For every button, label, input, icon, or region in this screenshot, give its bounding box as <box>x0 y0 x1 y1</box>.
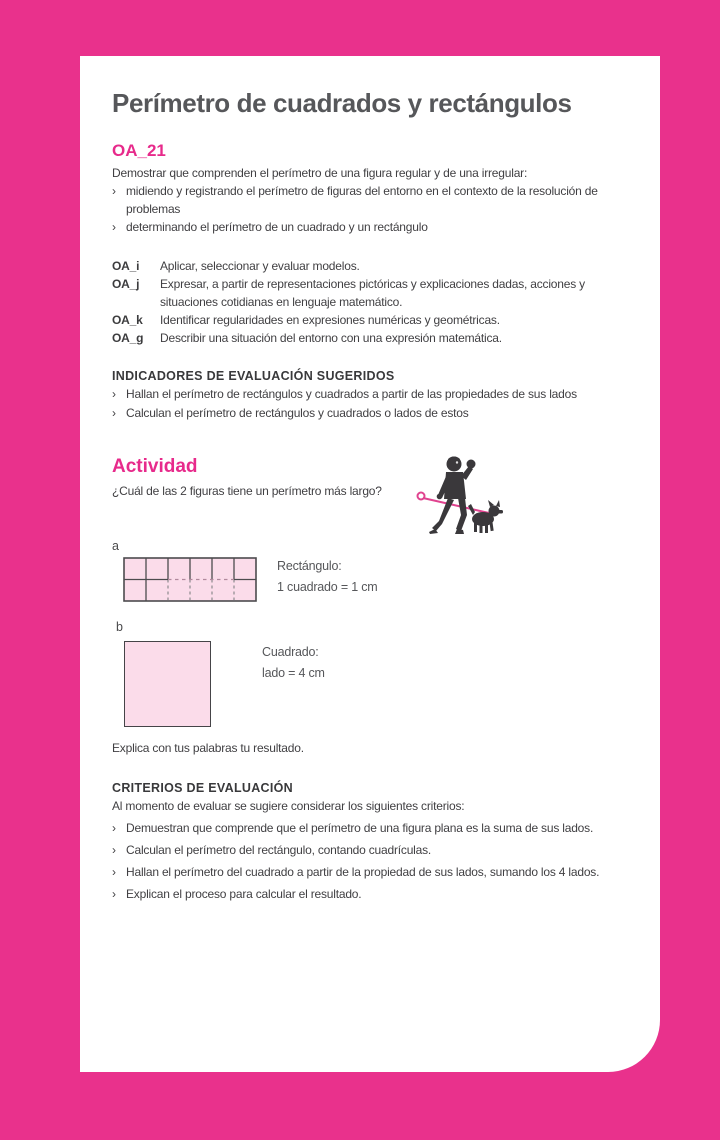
indicadores-heading: INDICADORES DE EVALUACIÓN SUGERIDOS <box>112 369 395 383</box>
oa-skill-row <box>112 311 628 329</box>
oa-skill-row <box>112 257 628 275</box>
leash-line-icon <box>423 498 489 513</box>
oa-code: OA_k <box>112 313 143 327</box>
criterios-bullet <box>112 841 634 859</box>
explica-instruction: Explica con tus palabras tu resultado. <box>112 741 304 755</box>
criterios-bullet <box>112 819 634 837</box>
figure-b-caption-title: Cuadrado: <box>262 645 319 659</box>
person-silhouette-icon <box>429 457 476 535</box>
section-heading-oa21: OA_21 <box>112 141 166 160</box>
bullet-icon: › <box>112 865 116 879</box>
oa-skill-row <box>112 329 628 347</box>
figure-b-caption <box>262 642 325 684</box>
figure-a-caption-detail: 1 cuadrado = 1 cm <box>277 580 378 594</box>
oa21-section <box>112 164 628 236</box>
criterios-section <box>112 779 634 903</box>
oa-description: Identificar regularidades en expresiones numéricas y geométricas. <box>160 313 500 327</box>
person-walking-dog-illustration <box>413 452 507 538</box>
oa21-bullet-text: determinando el perímetro de un cuadrado y un rectángulo <box>126 220 428 234</box>
oa-skill-row <box>112 275 628 311</box>
bullet-icon: › <box>112 184 116 198</box>
oa21-bullet <box>112 218 628 236</box>
indicadores-bullet-text: Calculan el perímetro de rectángulos y cuadrados o lados de estos <box>126 406 469 420</box>
figure-a-caption <box>277 556 377 598</box>
criterios-bullet <box>112 885 634 903</box>
oa-description: Expresar, a partir de representaciones pictóricas y explicaciones dadas, acciones y situaciones cotidianas en lenguaje matemático. <box>160 277 585 309</box>
figure-a-label: a <box>112 539 119 553</box>
bullet-icon: › <box>112 887 116 901</box>
criterios-heading: CRITERIOS DE EVALUACIÓN <box>112 781 293 795</box>
bullet-icon: › <box>112 220 116 234</box>
oa-code: OA_g <box>112 331 144 345</box>
bullet-icon: › <box>112 821 116 835</box>
criterios-intro: Al momento de evaluar se sugiere considerar los siguientes criterios: <box>112 799 465 813</box>
rectangle-grid-figure <box>123 557 257 602</box>
oa-code: OA_i <box>112 259 140 273</box>
indicadores-bullet <box>112 404 632 423</box>
figure-a-caption-title: Rectángulo: <box>277 559 342 573</box>
actividad-question: ¿Cuál de las 2 figuras tiene un perímetro más largo? <box>112 484 382 498</box>
oa-description: Aplicar, seleccionar y evaluar modelos. <box>160 259 360 273</box>
dog-silhouette-icon <box>468 500 503 533</box>
indicadores-bullet-text: Hallan el perímetro de rectángulos y cuadrados a partir de las propiedades de sus lados <box>126 387 577 401</box>
bullet-icon: › <box>112 406 116 420</box>
oa-skill-list <box>112 257 628 347</box>
square-figure <box>124 641 211 727</box>
indicadores-section <box>112 367 632 423</box>
indicadores-bullet <box>112 385 632 404</box>
document-page <box>80 56 660 1072</box>
figure-b-label: b <box>116 620 123 634</box>
oa21-intro: Demostrar que comprenden el perímetro de una figura regular y de una irregular: <box>112 166 528 180</box>
section-heading-actividad: Actividad <box>112 456 198 477</box>
oa-description: Describir una situación del entorno con una expresión matemática. <box>160 331 502 345</box>
criterios-bullet-text: Calculan el perímetro del rectángulo, contando cuadrículas. <box>126 843 432 857</box>
bullet-icon: › <box>112 387 116 401</box>
figure-b-caption-detail: lado = 4 cm <box>262 666 325 680</box>
criterios-bullet-text: Explican el proceso para calcular el resultado. <box>126 887 362 901</box>
criterios-bullet-text: Hallan el perímetro del cuadrado a partir de la propiedad de sus lados, sumando los 4 lados. <box>126 865 600 879</box>
criterios-bullet <box>112 863 634 881</box>
page-title: Perímetro de cuadrados y rectángulos <box>112 88 572 118</box>
criterios-bullet-text: Demuestran que comprende que el perímetro de una figura plana es la suma de sus lados. <box>126 821 594 835</box>
oa21-bullet <box>112 182 628 218</box>
bullet-icon: › <box>112 843 116 857</box>
oa21-bullet-text: midiendo y registrando el perímetro de figuras del entorno en el contexto de la resolución de problemas <box>126 184 598 216</box>
oa-code: OA_j <box>112 277 140 291</box>
